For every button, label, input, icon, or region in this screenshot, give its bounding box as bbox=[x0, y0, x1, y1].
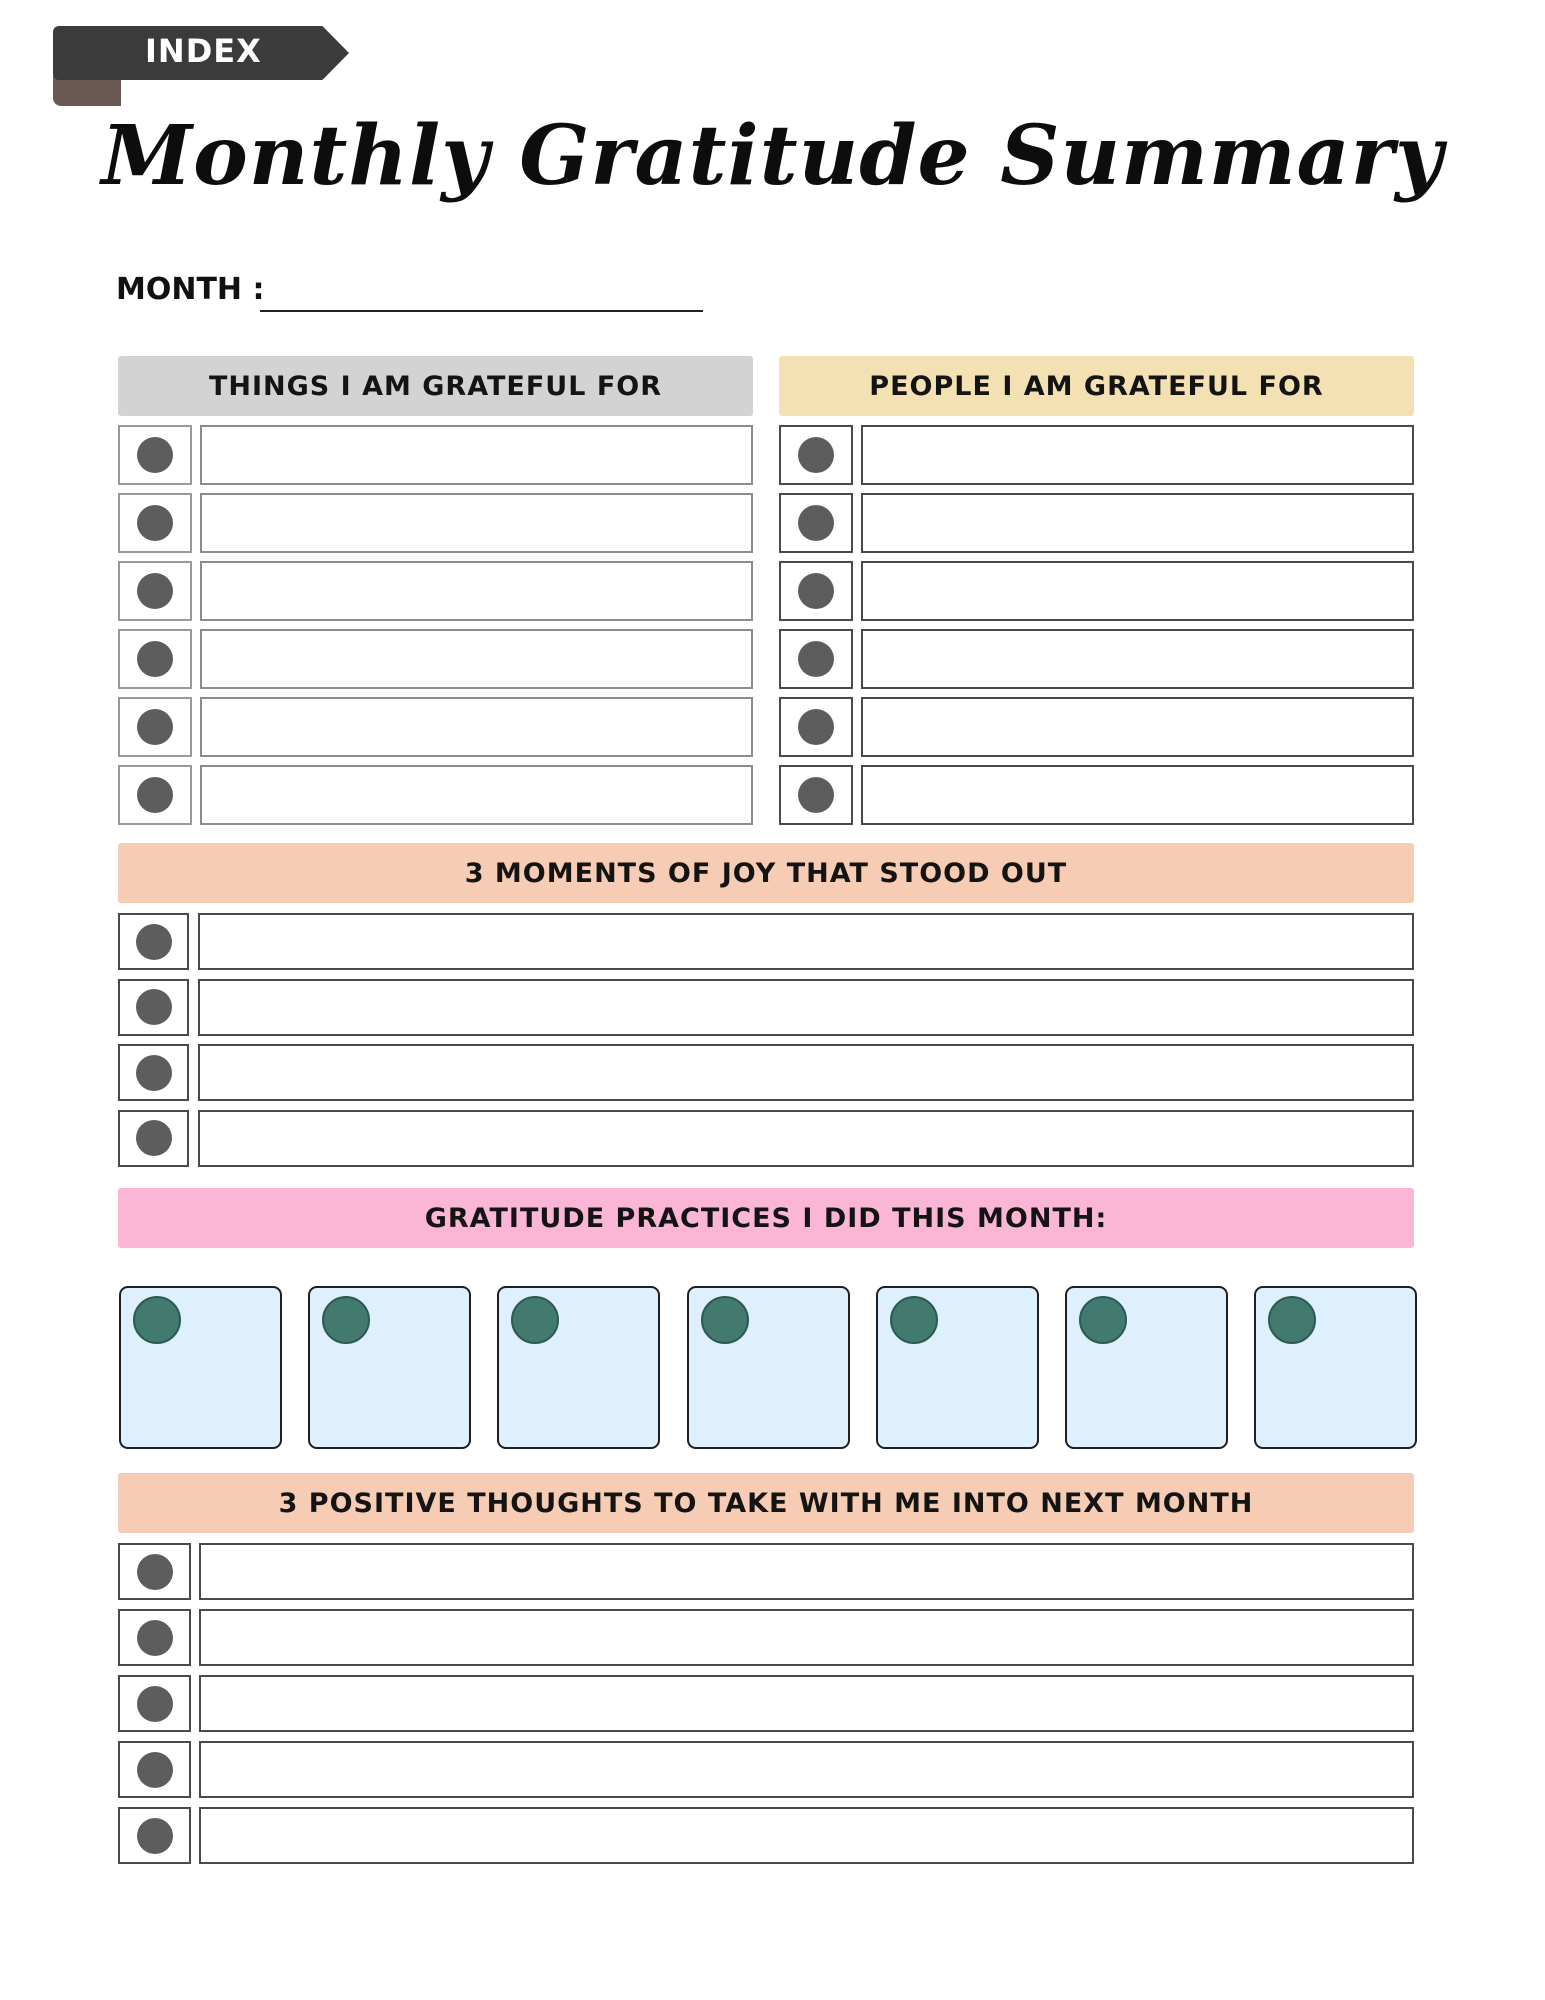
bullet-dot-icon bbox=[137, 505, 173, 541]
entry-field[interactable] bbox=[198, 913, 1414, 970]
month-label: MONTH : bbox=[116, 272, 265, 307]
bullet-dot-icon bbox=[136, 989, 172, 1025]
practice-card[interactable] bbox=[687, 1286, 850, 1449]
practice-dot-icon bbox=[701, 1296, 749, 1344]
bullet-box[interactable] bbox=[118, 425, 192, 485]
bullet-box[interactable] bbox=[779, 629, 853, 689]
joy-moment-row bbox=[118, 1110, 1414, 1167]
entry-field[interactable] bbox=[861, 425, 1414, 485]
things-grateful-row bbox=[118, 493, 753, 553]
bullet-box[interactable] bbox=[779, 765, 853, 825]
practice-dot-icon bbox=[511, 1296, 559, 1344]
practices-header bbox=[118, 1188, 1414, 1248]
bullet-dot-icon bbox=[136, 924, 172, 960]
entry-field[interactable] bbox=[198, 979, 1414, 1036]
practice-card[interactable] bbox=[497, 1286, 660, 1449]
bullet-box[interactable] bbox=[118, 1543, 191, 1600]
bullet-box[interactable] bbox=[118, 1609, 191, 1666]
things-grateful-row bbox=[118, 425, 753, 485]
people-grateful-title: PEOPLE I AM GRATEFUL FOR bbox=[869, 370, 1324, 402]
bullet-dot-icon bbox=[798, 641, 834, 677]
practice-dot-icon bbox=[322, 1296, 370, 1344]
positive-thought-row bbox=[118, 1543, 1414, 1600]
practice-dot-icon bbox=[133, 1296, 181, 1344]
practice-dot-icon bbox=[1079, 1296, 1127, 1344]
entry-field[interactable] bbox=[199, 1807, 1414, 1864]
entry-field[interactable] bbox=[200, 765, 753, 825]
bullet-dot-icon bbox=[137, 1620, 173, 1656]
people-grateful-row bbox=[779, 629, 1414, 689]
people-grateful-row bbox=[779, 493, 1414, 553]
people-grateful-row bbox=[779, 697, 1414, 757]
entry-field[interactable] bbox=[200, 493, 753, 553]
entry-field[interactable] bbox=[199, 1675, 1414, 1732]
practice-dot-icon bbox=[890, 1296, 938, 1344]
bullet-box[interactable] bbox=[118, 765, 192, 825]
practice-card[interactable] bbox=[876, 1286, 1039, 1449]
entry-field[interactable] bbox=[861, 765, 1414, 825]
bullet-dot-icon bbox=[137, 1752, 173, 1788]
bullet-box[interactable] bbox=[779, 425, 853, 485]
month-input-line[interactable] bbox=[260, 310, 703, 312]
bullet-box[interactable] bbox=[118, 913, 189, 970]
bullet-box[interactable] bbox=[118, 1110, 189, 1167]
people-grateful-row bbox=[779, 765, 1414, 825]
bullet-box[interactable] bbox=[118, 629, 192, 689]
joy-moments-title: 3 MOMENTS OF JOY THAT STOOD OUT bbox=[464, 857, 1068, 889]
positive-thought-row bbox=[118, 1609, 1414, 1666]
things-grateful-row bbox=[118, 561, 753, 621]
bullet-box[interactable] bbox=[779, 493, 853, 553]
practices-title: GRATITUDE PRACTICES I DID THIS MONTH: bbox=[424, 1202, 1108, 1234]
entry-field[interactable] bbox=[861, 697, 1414, 757]
practice-dot-icon bbox=[1268, 1296, 1316, 1344]
positive-thought-row bbox=[118, 1807, 1414, 1864]
entry-field[interactable] bbox=[198, 1044, 1414, 1101]
entry-field[interactable] bbox=[198, 1110, 1414, 1167]
page-title: Monthly Gratitude Summary bbox=[101, 108, 1444, 204]
entry-field[interactable] bbox=[861, 629, 1414, 689]
people-grateful-header bbox=[779, 356, 1414, 416]
entry-field[interactable] bbox=[200, 561, 753, 621]
entry-field[interactable] bbox=[200, 697, 753, 757]
bullet-box[interactable] bbox=[118, 1741, 191, 1798]
entry-field[interactable] bbox=[199, 1741, 1414, 1798]
index-tab-label: INDEX bbox=[145, 32, 262, 70]
bullet-dot-icon bbox=[137, 437, 173, 473]
joy-moment-row bbox=[118, 1044, 1414, 1101]
entry-field[interactable] bbox=[200, 425, 753, 485]
bullet-box[interactable] bbox=[779, 697, 853, 757]
positive-thought-row bbox=[118, 1741, 1414, 1798]
joy-moment-row bbox=[118, 979, 1414, 1036]
people-grateful-row bbox=[779, 561, 1414, 621]
entry-field[interactable] bbox=[861, 493, 1414, 553]
entry-field[interactable] bbox=[199, 1609, 1414, 1666]
bullet-dot-icon bbox=[137, 1554, 173, 1590]
entry-field[interactable] bbox=[861, 561, 1414, 621]
positive-thought-row bbox=[118, 1675, 1414, 1732]
practice-card[interactable] bbox=[1065, 1286, 1228, 1449]
bullet-box[interactable] bbox=[118, 1807, 191, 1864]
bullet-dot-icon bbox=[136, 1120, 172, 1156]
bullet-box[interactable] bbox=[118, 1675, 191, 1732]
bullet-dot-icon bbox=[798, 777, 834, 813]
practice-card[interactable] bbox=[119, 1286, 282, 1449]
bullet-dot-icon bbox=[798, 573, 834, 609]
joy-moment-row bbox=[118, 913, 1414, 970]
practice-card[interactable] bbox=[308, 1286, 471, 1449]
people-grateful-row bbox=[779, 425, 1414, 485]
things-grateful-title: THINGS I AM GRATEFUL FOR bbox=[208, 370, 663, 402]
things-grateful-row bbox=[118, 765, 753, 825]
things-grateful-row bbox=[118, 697, 753, 757]
bullet-box[interactable] bbox=[118, 697, 192, 757]
bullet-dot-icon bbox=[798, 437, 834, 473]
bullet-box[interactable] bbox=[118, 979, 189, 1036]
bullet-dot-icon bbox=[137, 641, 173, 677]
positive-thoughts-title: 3 POSITIVE THOUGHTS TO TAKE WITH ME INTO NEXT MONTH bbox=[278, 1487, 1254, 1519]
things-grateful-header bbox=[118, 356, 753, 416]
joy-moments-header bbox=[118, 843, 1414, 903]
bullet-dot-icon bbox=[137, 1686, 173, 1722]
entry-field[interactable] bbox=[200, 629, 753, 689]
bullet-dot-icon bbox=[137, 709, 173, 745]
bullet-dot-icon bbox=[137, 1818, 173, 1854]
bullet-dot-icon bbox=[798, 505, 834, 541]
bullet-box[interactable] bbox=[118, 561, 192, 621]
bullet-box[interactable] bbox=[118, 493, 192, 553]
index-tab-fold bbox=[53, 76, 121, 106]
things-grateful-row bbox=[118, 629, 753, 689]
bullet-dot-icon bbox=[798, 709, 834, 745]
bullet-box[interactable] bbox=[779, 561, 853, 621]
bullet-box[interactable] bbox=[118, 1044, 189, 1101]
positive-thoughts-header bbox=[118, 1473, 1414, 1533]
bullet-dot-icon bbox=[137, 777, 173, 813]
bullet-dot-icon bbox=[137, 573, 173, 609]
entry-field[interactable] bbox=[199, 1543, 1414, 1600]
practice-card[interactable] bbox=[1254, 1286, 1417, 1449]
bullet-dot-icon bbox=[136, 1055, 172, 1091]
index-tab[interactable] bbox=[53, 26, 349, 107]
